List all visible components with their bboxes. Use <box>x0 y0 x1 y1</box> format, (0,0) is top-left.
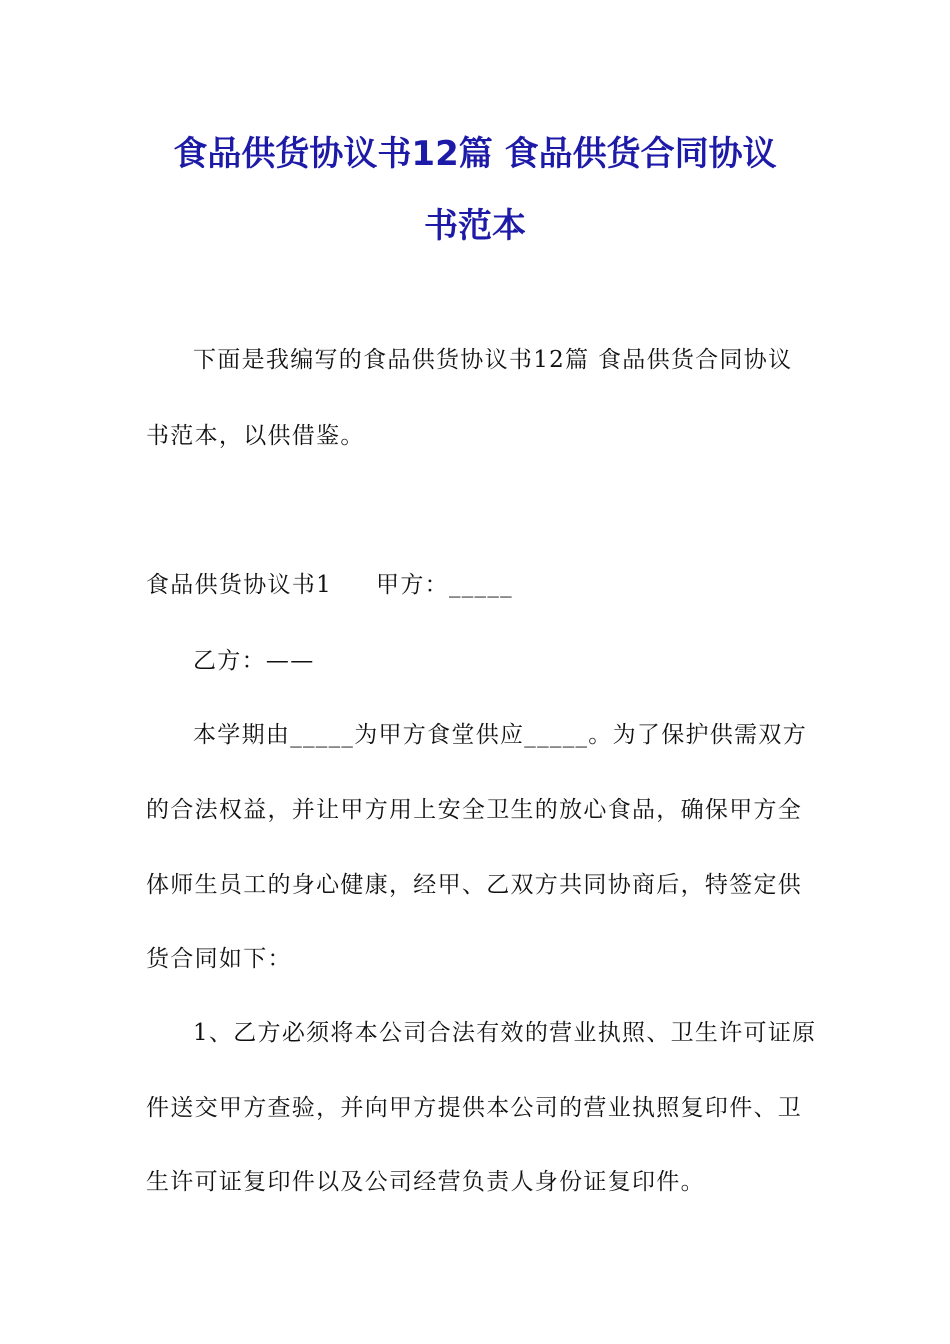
intro-paragraph-line-1: 下面是我编写的食品供货协议书12篇 食品供货合同协议 <box>193 347 793 373</box>
agreement-heading-row <box>146 570 811 600</box>
para1-line-2: 的合法权益，并让甲方用上安全卫生的放心食品，确保甲方全 <box>146 797 803 823</box>
document-title-line-1: 食品供货协议书12篇 食品供货合同协议 <box>173 134 777 174</box>
para1-line-4: 货合同如下： <box>146 946 292 972</box>
item1-line-1: 1、乙方必须将本公司合法有效的营业执照、卫生许可证原 <box>193 1020 817 1046</box>
document-title-line-2: 书范本 <box>424 206 526 246</box>
item1-line-3: 生许可证复印件以及公司经营负责人身份证复印件。 <box>146 1169 705 1195</box>
intro-paragraph-line-2: 书范本，以供借鉴。 <box>146 423 365 449</box>
party-a-field: 甲方：_____ <box>376 572 513 598</box>
item1-line-2: 件送交甲方查验，并向甲方提供本公司的营业执照复印件、卫 <box>146 1095 803 1121</box>
para1-line-3: 体师生员工的身心健康，经甲、乙双方共同协商后，特签定供 <box>146 872 803 898</box>
agreement-heading-label: 食品供货协议书1 <box>146 572 333 598</box>
para1-line-1: 本学期由_____为甲方食堂供应_____。为了保护供需双方 <box>193 722 807 748</box>
party-b-field: 乙方：—— <box>193 648 315 674</box>
